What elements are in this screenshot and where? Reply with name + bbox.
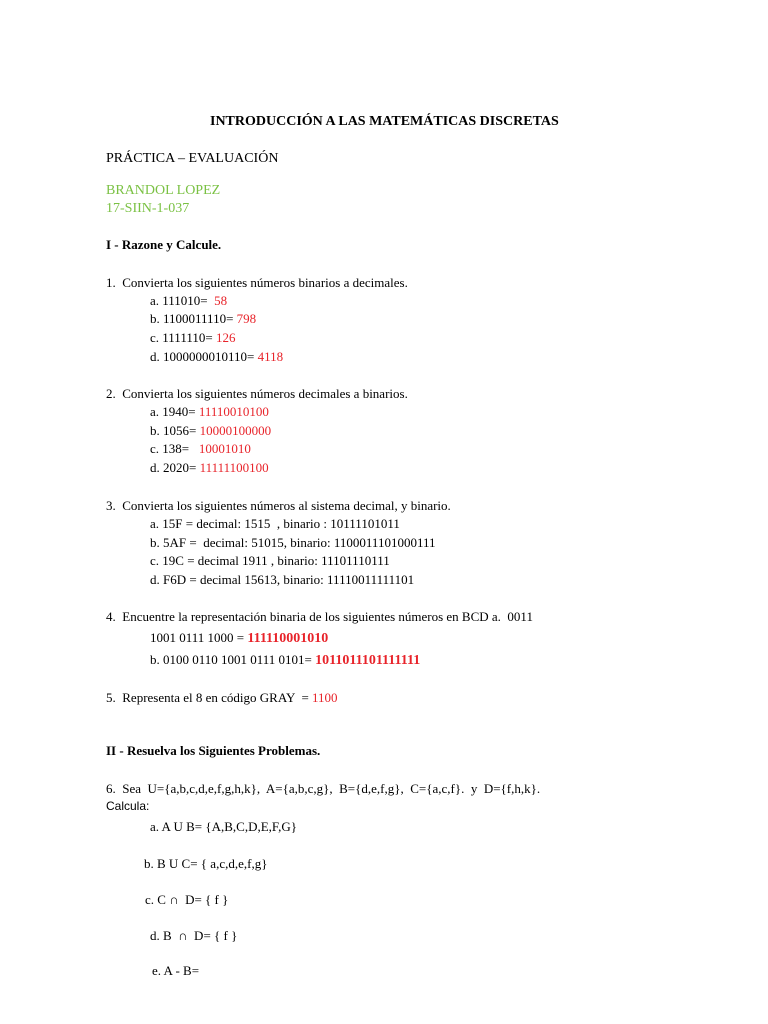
answer: 798	[236, 311, 257, 326]
q2-prompt: 2. Convierta los siguientes números decimales a binarios.	[106, 386, 408, 401]
q3-item: a. 15F = decimal: 1515 , binario : 10111101011	[150, 516, 400, 531]
answer: 126	[215, 330, 236, 345]
q1-item: a. 111010= 58	[150, 293, 228, 308]
q6-calc-label: Calcula:	[106, 799, 150, 813]
answer: 10000100000	[199, 423, 272, 438]
q3-item: d. F6D = decimal 15613, binario: 11110011111101	[150, 572, 415, 587]
q2-item: b. 1056= 10000100000	[150, 423, 272, 438]
subtitle: PRÁCTICA – EVALUACIÓN	[106, 151, 279, 166]
q4-line-b: b. 0100 0110 1001 0111 0101= 1011011101111111	[150, 652, 421, 668]
q1-item: c. 1111110= 126	[150, 330, 236, 345]
q4-line-a: 1001 0111 1000 = 111110001010	[150, 630, 329, 646]
answer: 1011011101111111	[315, 653, 421, 668]
q6-item: a. A U B= {A,B,C,D,E,F,G}	[150, 819, 297, 834]
answer: 1100	[312, 690, 338, 705]
answer: 111110001010	[247, 631, 329, 646]
q5: 5. Representa el 8 en código GRAY = 1100	[106, 690, 338, 705]
q6-item: c. C ∩ D= { f }	[145, 892, 229, 907]
answer: 11111100100	[199, 460, 269, 475]
q1-item: d. 1000000010110= 4118	[150, 349, 284, 364]
answer: 10001010	[198, 441, 251, 456]
q2-item: a. 1940= 11110010100	[150, 404, 269, 419]
q4-prompt: 4. Encuentre la representación binaria de los siguientes números en BCD a. 0011	[106, 609, 533, 624]
q1-item: b. 1100011110= 798	[150, 311, 257, 326]
q3-prompt: 3. Convierta los siguientes números al sistema decimal, y binario.	[106, 498, 451, 513]
q2-item: d. 2020= 11111100100	[150, 460, 269, 475]
q3-item: b. 5AF = decimal: 51015, binario: 1100011101000111	[150, 535, 436, 550]
q6-prompt: 6. Sea U={a,b,c,d,e,f,g,h,k}, A={a,b,c,g}, B={d,e,f,g}, C={a,c,f}. y D={f,h,k}.	[106, 781, 541, 796]
q2-item: c. 138= 10001010	[150, 441, 251, 456]
student-id: 17-SIIN-1-037	[106, 201, 190, 216]
q6-item: d. B ∩ D= { f }	[150, 928, 238, 943]
q1-prompt: 1. Convierta los siguientes números binarios a decimales.	[106, 275, 408, 290]
answer: 58	[210, 293, 228, 308]
student-name: BRANDOL LOPEZ	[106, 183, 221, 198]
answer: 4118	[257, 349, 284, 364]
page-title: INTRODUCCIÓN A LAS MATEMÁTICAS DISCRETAS	[210, 114, 559, 129]
section-2-heading: II - Resuelva los Siguientes Problemas.	[106, 743, 321, 758]
q6-item: b. B U C= { a,c,d,e,f,g}	[144, 856, 268, 871]
section-1-heading: I - Razone y Calcule.	[106, 237, 222, 252]
q6-item: e. A - B=	[152, 963, 200, 978]
q3-item: c. 19C = decimal 1911 , binario: 11101110111	[150, 553, 390, 568]
answer: 11110010100	[198, 404, 269, 419]
